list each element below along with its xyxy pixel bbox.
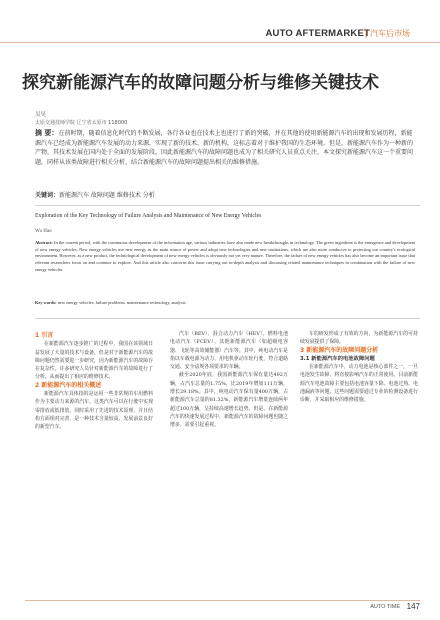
affiliation: 太原交通技师学院 辽宁省太原市 118000 bbox=[35, 120, 128, 126]
abstract-cn-label: 摘 要： bbox=[35, 129, 59, 137]
section-heading: 1 引言 bbox=[35, 332, 54, 339]
section-divider bbox=[35, 205, 420, 206]
subsection-heading: 3.1 新能源汽车的电池故障问题 bbox=[300, 355, 375, 362]
title-en: Exploration of the Key Technology of Failure Analysis and Maintenance of New Energy Vehicles bbox=[35, 213, 262, 219]
header-rule bbox=[0, 42, 440, 43]
section-heading: 2 新能源汽车的相关概述 bbox=[35, 381, 102, 389]
abstract-en-text: In the current period, with the continuous development of the information age, various industries have also made new breakthroughs in technology. The green ingredient is the emergence and development of new energy vehicles. New energy vehicles use new energy as the main source of power and adopt new technologies and new institutions, which are also more conducive to protecting our country's ecological environment. However, as a new product, the technological development of new energy vehicles is obviously not yet very mature. Therefore, the failure of new energy vehicles has also become an important issue that relevant researchers focus on and continue to explore. And this article also concerns this issue carrying out in-depth analysis and discussing related maintenance techniques in combination with the failure of new energy vehicles. bbox=[35, 240, 415, 272]
keywords-en bbox=[35, 300, 186, 305]
page-header bbox=[0, 26, 440, 44]
body-paragraph: 汽车（BEV）、混合动力汽车（HEV）、燃料电池电动汽车（FCEV）、其他新能源汽车（如超级电容器、飞轮等高效储能器）汽车等。其中，纯电动汽车是指以车载电源为动力，用电机驱动车轮行驶，符合道路交通、安全法规各项要求的车辆。 bbox=[170, 331, 288, 371]
body-column-2 bbox=[170, 330, 288, 430]
journal-section: | 汽车后市场 bbox=[364, 29, 410, 38]
footer-journal: AUTO TIME bbox=[370, 604, 400, 610]
body-column-1 bbox=[35, 332, 153, 432]
body-paragraph: 在新能源汽车中，动力电池是核心部件之一，一旦电池发生故障，将直接影响汽车的正常使用。目前新能源汽车电池故障主要包括电池容量下降、电池过热、电池漏液等问题，这些问题需要通过专业的检测设备进行诊断，并采取相应的维修措施。 bbox=[300, 364, 418, 404]
body-paragraph: 车的研发形成了有效的方向，为新能源汽车的可持续发展提供了保障。 bbox=[300, 331, 418, 346]
keywords-cn bbox=[35, 190, 155, 199]
section-heading: 3 新能源汽车的故障问题分析 bbox=[300, 346, 379, 354]
author: 吴昊 bbox=[35, 112, 47, 118]
keywords-cn-text: 新能源汽车 故障问题 维修技术 分析 bbox=[59, 192, 155, 199]
abstract-en-label: Abstract: bbox=[35, 240, 53, 245]
body-paragraph: 截至2020年底，我国新能源汽车保有量达492万辆，占汽车总量的1.75%，比2019年增加111万辆，增长29.18%。其中，纯电动汽车保有量400万辆，占新能源汽车总量的81.32%。新能源汽车增量连续两年超过100万辆，呈持续高速增长趋势。但是，在新能源汽车的快速发展过程中，新能源汽车的故障问题也随之增多，需要引起重视。 bbox=[170, 372, 288, 429]
author-en: Wu Hao bbox=[35, 229, 52, 234]
journal-brand: AUTO AFTERMARKET bbox=[265, 28, 370, 39]
article-title: 探究新能源汽车的故障问题分析与维修关键技术 bbox=[22, 73, 379, 93]
body-paragraph: 新能源汽车具体指的是运用一些非常规的车用燃料作为主要动力来源的汽车，这类汽车可以在行驶中实现零排放或低排放，同时采用了先进的技术原理，并且结构方面相对完善，是一种技术含量较高、发展前景良好的新型汽车。 bbox=[35, 391, 153, 431]
body-column-3 bbox=[300, 330, 418, 405]
section-divider bbox=[35, 318, 420, 319]
footer-rule bbox=[25, 600, 420, 601]
keywords-en-label: Key words: bbox=[35, 300, 57, 305]
abstract-en bbox=[35, 240, 415, 274]
abstract-cn-text: 在前时期，随着信息化时代的不断发展，各行各业也在技术上也进行了新的突破，并在其他的使用新能源汽车的出现和发展历程，新能源汽车已经成为新能源汽车发展的动力来源，实现了新的技术、新的机构，这标志着对于维护我国的生态环境。但是，新能源汽车作为一种新的产物，其技术发展在国内处于全面的发展阶段，因此新能源汽车的故障问题也成为了相关研究人员重点关注，本文探究新能源汽车这一个重要问题，同样从该类故障进行相关分析，结合新能源汽车的故障问题提出相关的维修措施。 bbox=[35, 130, 414, 166]
keywords-cn-label: 关键词： bbox=[35, 192, 60, 199]
page-number: 147 bbox=[406, 602, 420, 611]
keywords-en-text: new energy vehicles, failure problems, maintenance technology, analysis bbox=[57, 300, 186, 305]
page-footer bbox=[0, 600, 440, 616]
abstract-cn bbox=[35, 129, 415, 167]
body-paragraph: 在新能源汽车逐步推广的过程中，我国在该领域日益发展了大量的技术与设备，但是对于新能源汽车的故障问题仍然需要进一步研究，因为新能源汽车的故障存在复杂性，许多研究人员针对新能源汽车的故障进行了分析，从而提出了相应的维修技术。 bbox=[35, 341, 153, 381]
